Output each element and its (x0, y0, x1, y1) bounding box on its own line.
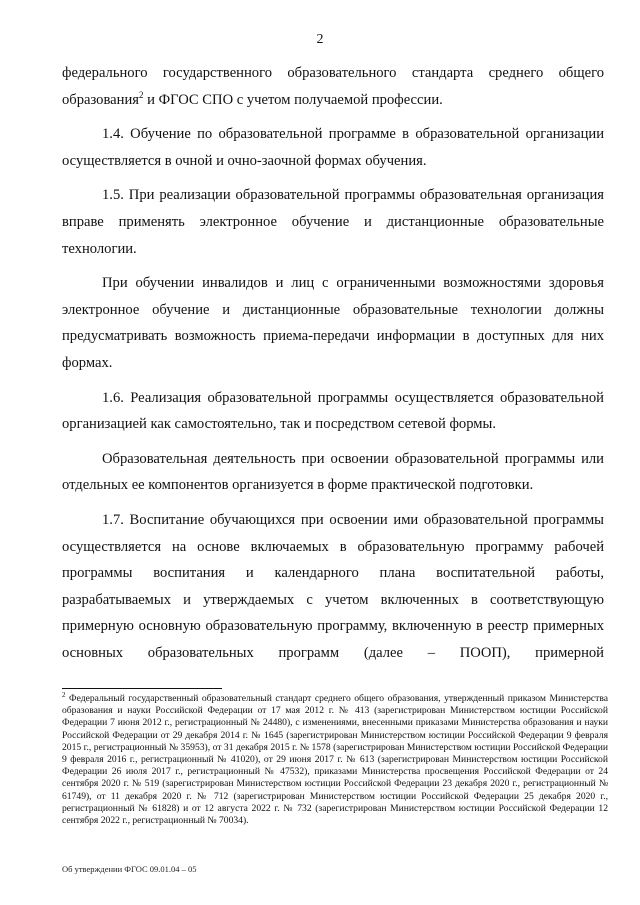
footnote (62, 690, 608, 827)
document-body (62, 60, 604, 666)
footnote-separator (62, 688, 222, 689)
paragraph-1-4: 1.4. Обучение по образовательной программе в образовательной организации осуществляется в очной и очно-заочной формах обучения. (62, 126, 604, 169)
paragraph-continuation (62, 60, 604, 113)
page-number: 2 (316, 32, 324, 47)
footnote-text: Федеральный государственный образовательный стандарт среднего общего образования, утвержденный приказом Министерства образования и науки Российской Федерации от 17 мая 2012 г. № 413 (зарегистрирован Министерством юстиции Российской Федерации 7 июня 2012 г., регистрационный № 24480), с изменениями, внесенными приказами Министерства образования и науки Российской Федерации от 29 декабря 2014 г. № 1645 (зарегистрирован Министерством юстиции Российской Федерации 9 февраля 2015 г., регистрационный № 35953), от 31 декабря 2015 г. № 1578 (зарегистрирован Министерством юстиции Российской Федерации 9 февраля 2016 г., регистрационный № 41020), от 29 июня 2017 г. № 613 (зарегистрирован Министерством юстиции Российской Федерации 26 июля 2017 г., регистрационный № 47532), приказами Министерства просвещения Российской Федерации от 24 сентября 2020 г. № 519 (зарегистрирован Министерством юстиции Российской Федерации 23 декабря 2020 г., регистрационный № 61749), от 11 декабря 2020 г. № 712 (зарегистрирован Министерством юстиции Российской Федерации 25 декабря 2020 г., регистрационный № 61828) и от 12 августа 2022 г. № 732 (зарегистрирован Министерством юстиции Российской Федерации 12 сентября 2022 г., регистрационный № 70034). (62, 693, 608, 827)
footnote-mark: 2 (62, 690, 66, 699)
paragraph-accessibility: При обучении инвалидов и лиц с ограниченными возможностями здоровья электронное обучение и дистанционные образовательные технологии должны предусматривать возможность приема-передачи информации в доступных для них формах. (62, 275, 604, 371)
paragraph-text: и ФГОС СПО с учетом получаемой профессии. (143, 91, 443, 108)
paragraph-1-7: 1.7. Воспитание обучающихся при освоении ими образовательной программы осуществляется на основе включаемых в образовательную программу рабочей программы воспитания и календарного плана воспитательной работы, разрабатываемых и утверждаемых с учетом включенных в соответствующую примерную основную образовательную программу, включенную в реестр примерных основных образовательных программ (далее – ПООП), примерной (62, 511, 604, 661)
paragraph-1-5: 1.5. При реализации образовательной программы образовательная организация вправе применять электронное обучение и дистанционные образовательные технологии. (62, 187, 604, 257)
footnote-reference[interactable]: 2 (138, 89, 144, 100)
footer-note: Об утверждении ФГОС 09.01.04 – 05 (62, 864, 197, 874)
paragraph-1-6: 1.6. Реализация образовательной программы осуществляется образовательной организацией как самостоятельно, так и посредством сетевой формы. (62, 389, 604, 433)
paragraph-text: федерального государственного образовательного стандарта среднего общего образования (62, 65, 604, 108)
paragraph-practical-training: Образовательная деятельность при освоении образовательной программы или отдельных ее компонентов организуется в форме практической подготовки. (62, 450, 604, 494)
